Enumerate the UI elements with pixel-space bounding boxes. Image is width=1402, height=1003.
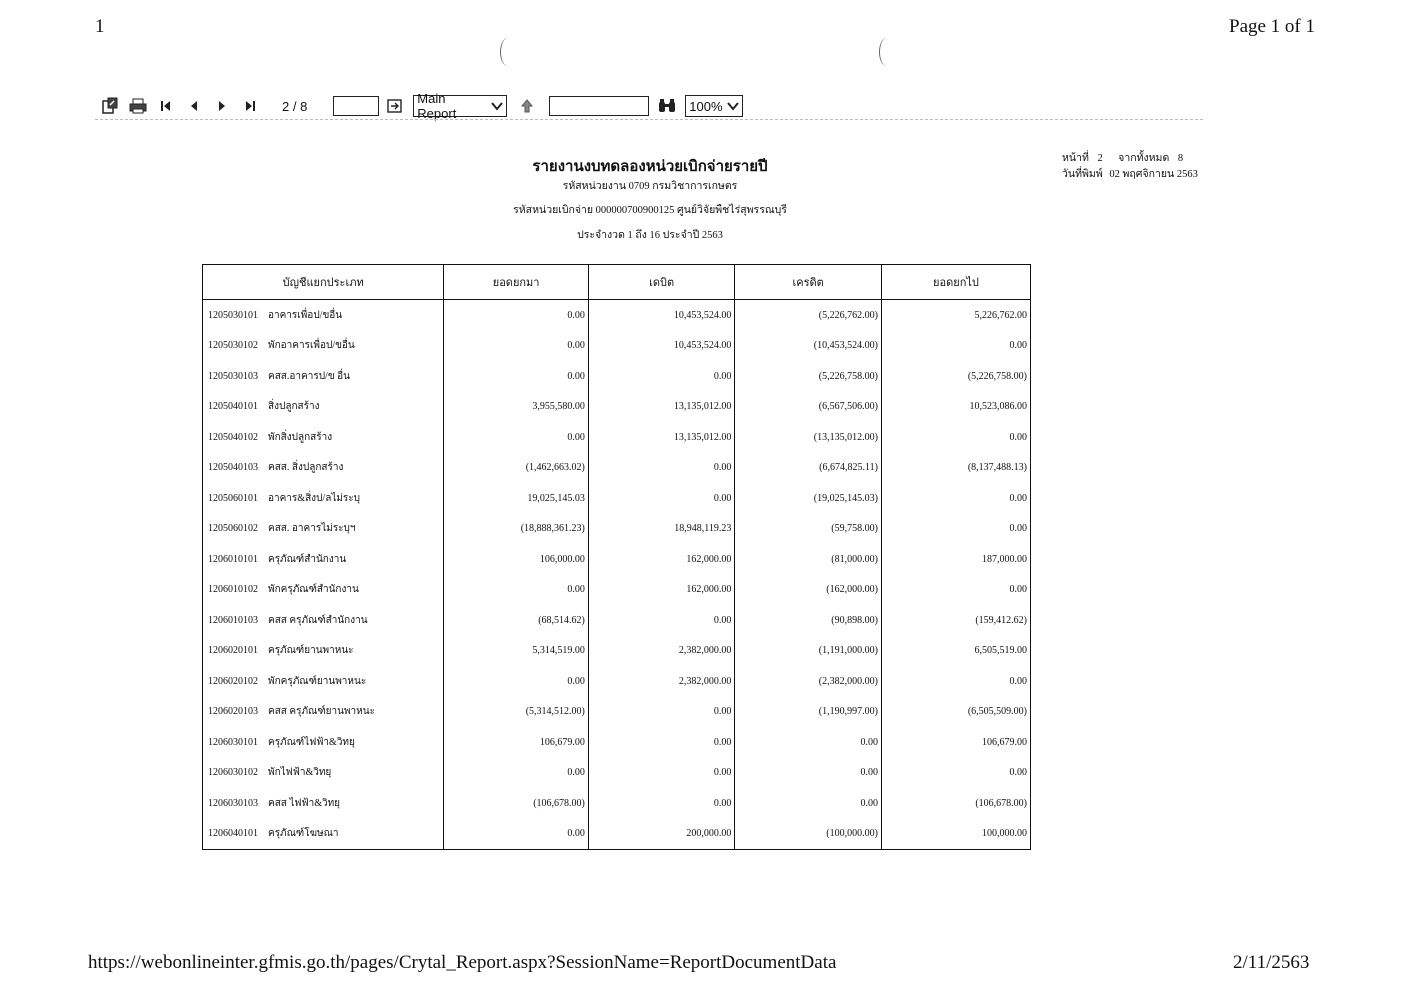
account-code: 1206020103 — [208, 706, 258, 718]
debit-cell: 18,948,119.23 — [588, 514, 735, 545]
toolbar-divider — [95, 119, 1203, 120]
account-code: 1205060101 — [208, 492, 258, 504]
column-header: ยอดยกมา — [444, 265, 589, 300]
carried-forward-cell: (6,505,509.00) — [881, 697, 1030, 728]
carried-forward-cell: 0.00 — [881, 758, 1030, 789]
report-period: ประจำงวด 1 ถึง 16 ประจำปี 2563 — [577, 230, 723, 241]
brought-forward-cell: 0.00 — [444, 331, 589, 362]
credit-cell: 0.00 — [735, 727, 882, 758]
carried-forward-cell: 106,679.00 — [881, 727, 1030, 758]
carried-forward-cell: 0.00 — [881, 666, 1030, 697]
report-title: รายงานงบทดลองหน่วยเบิกจ่ายรายปี — [532, 159, 768, 175]
print-date-label: วันที่พิมพ์ — [1062, 169, 1103, 180]
trial-balance-table — [202, 264, 1031, 850]
report-select-value: Main Report — [417, 91, 457, 121]
debit-cell: 2,382,000.00 — [588, 666, 735, 697]
account-name: สิ่งปลูกสร้าง — [268, 401, 320, 413]
account-name: ครุภัณฑ์ไฟฟ้า&วิทยุ — [268, 736, 355, 748]
account-code: 1205030102 — [208, 340, 258, 352]
page-indicator: 2 / 8 — [282, 98, 308, 114]
chevron-down-icon — [490, 99, 504, 113]
carried-forward-cell: 0.00 — [881, 483, 1030, 514]
debit-cell: 0.00 — [588, 453, 735, 484]
account-code: 1205030101 — [208, 309, 258, 321]
account-cell — [203, 331, 444, 362]
account-name: พักอาคารเพื่อป/ขอื่น — [268, 340, 355, 352]
chevron-down-icon — [727, 99, 740, 113]
table-body — [203, 300, 1030, 850]
account-cell — [203, 666, 444, 697]
debit-cell: 0.00 — [588, 758, 735, 789]
print-icon[interactable] — [128, 96, 148, 116]
account-cell — [203, 819, 444, 850]
brought-forward-cell: (106,678.00) — [444, 788, 589, 819]
binoculars-icon[interactable] — [657, 96, 677, 116]
credit-cell: (1,190,997.00) — [735, 697, 882, 728]
carried-forward-cell: (106,678.00) — [881, 788, 1030, 819]
brought-forward-cell: (68,514.62) — [444, 605, 589, 636]
debit-cell: 10,453,524.00 — [588, 300, 735, 331]
account-name: ครุภัณฑ์ยานพาหนะ — [268, 645, 354, 657]
table-row — [203, 300, 1030, 331]
footer-url: https://webonlineinter.gfmis.go.th/pages/Crytal_Report.aspx?SessionName=ReportDocumentData — [88, 952, 837, 973]
account-code: 1205060102 — [208, 523, 258, 535]
account-cell — [203, 361, 444, 392]
first-page-icon[interactable] — [156, 96, 176, 116]
debit-cell: 10,453,524.00 — [588, 331, 735, 362]
account-name: คสส ครุภัณฑ์ยานพาหนะ — [268, 706, 375, 718]
credit-cell: (59,758.00) — [735, 514, 882, 545]
goto-page-input[interactable] — [333, 96, 379, 116]
table-row — [203, 331, 1030, 362]
carried-forward-cell: 0.00 — [881, 331, 1030, 362]
credit-cell: (13,135,012.00) — [735, 422, 882, 453]
report-meta — [1062, 151, 1198, 183]
credit-cell: (19,025,145.03) — [735, 483, 882, 514]
page-value: 2 — [1097, 153, 1103, 164]
drill-up-icon[interactable] — [517, 96, 537, 116]
next-page-icon[interactable] — [212, 96, 232, 116]
disbursement-unit: รหัสหน่วยเบิกจ่าย 000000700900125 ศูนย์วิจัยพืชไร่สุพรรณบุรี — [513, 205, 787, 216]
account-name: ครุภัณฑ์สำนักงาน — [268, 553, 347, 565]
credit-cell: (6,567,506.00) — [735, 392, 882, 423]
brought-forward-cell: 3,955,580.00 — [444, 392, 589, 423]
report-toolbar — [100, 91, 743, 121]
brought-forward-cell: (5,314,512.00) — [444, 697, 589, 728]
account-name: พักสิ่งปลูกสร้าง — [268, 431, 333, 443]
account-name: คสส ไฟฟ้า&วิทยุ — [268, 797, 341, 809]
account-code: 1206020102 — [208, 675, 258, 687]
debit-cell: 200,000.00 — [588, 819, 735, 850]
carried-forward-cell: 0.00 — [881, 514, 1030, 545]
column-header: เครดิต — [735, 265, 882, 300]
page-label: หน้าที่ — [1062, 153, 1089, 164]
debit-cell: 0.00 — [588, 361, 735, 392]
account-name: อาคาร&สิ่งป/ลไม่ระบุ — [268, 492, 361, 504]
brought-forward-cell: 19,025,145.03 — [444, 483, 589, 514]
print-date-value: 02 พฤศจิกายน 2563 — [1109, 169, 1198, 180]
report-select[interactable] — [413, 91, 507, 121]
brought-forward-cell: 0.00 — [444, 819, 589, 850]
table-row — [203, 727, 1030, 758]
brought-forward-cell: 0.00 — [444, 300, 589, 331]
table-header-row — [203, 265, 1030, 300]
brought-forward-cell: 106,000.00 — [444, 544, 589, 575]
total-label: จากทั้งหมด — [1118, 153, 1170, 164]
account-cell — [203, 300, 444, 331]
debit-cell: 13,135,012.00 — [588, 422, 735, 453]
account-cell — [203, 605, 444, 636]
table-row — [203, 544, 1030, 575]
account-code: 1206030102 — [208, 767, 258, 779]
account-name: คสส ครุภัณฑ์สำนักงาน — [268, 614, 368, 626]
account-code: 1205030103 — [208, 370, 258, 382]
debit-cell: 2,382,000.00 — [588, 636, 735, 667]
table-row — [203, 514, 1030, 545]
footer-date: 2/11/2563 — [1233, 952, 1310, 973]
account-name: อาคารเพื่อป/ขอื่น — [268, 309, 343, 321]
debit-cell: 162,000.00 — [588, 544, 735, 575]
carried-forward-cell: 5,226,762.00 — [881, 300, 1030, 331]
agency-code: รหัสหน่วยงาน 0709 กรมวิชาการเกษตร — [562, 181, 738, 192]
credit-cell: 0.00 — [735, 788, 882, 819]
brought-forward-cell: (18,888,361.23) — [444, 514, 589, 545]
credit-cell: (162,000.00) — [735, 575, 882, 606]
account-name: พักไฟฟ้า&วิทยุ — [268, 767, 332, 779]
account-code: 1206030101 — [208, 736, 258, 748]
prev-page-icon[interactable] — [184, 96, 204, 116]
account-code: 1205040103 — [208, 462, 258, 474]
print-page-of: Page 1 of 1 — [1229, 16, 1316, 37]
carried-forward-cell: (5,226,758.00) — [881, 361, 1030, 392]
account-name: คสส. สิ่งปลูกสร้าง — [268, 462, 344, 474]
account-cell — [203, 727, 444, 758]
table-row — [203, 575, 1030, 606]
table-row — [203, 361, 1030, 392]
carried-forward-cell: 100,000.00 — [881, 819, 1030, 850]
table-row — [203, 483, 1030, 514]
column-header: ยอดยกไป — [881, 265, 1030, 300]
credit-cell: (100,000.00) — [735, 819, 882, 850]
account-code: 1206040101 — [208, 828, 258, 840]
account-name: พักครุภัณฑ์สำนักงาน — [268, 584, 359, 596]
table-row — [203, 758, 1030, 789]
table-row — [203, 453, 1030, 484]
account-code: 1206020101 — [208, 645, 258, 657]
goto-page-icon[interactable] — [385, 96, 405, 116]
table-row — [203, 666, 1030, 697]
credit-cell: (1,191,000.00) — [735, 636, 882, 667]
carried-forward-cell: (159,412.62) — [881, 605, 1030, 636]
credit-cell: 0.00 — [735, 758, 882, 789]
account-name: พักครุภัณฑ์ยานพาหนะ — [268, 675, 367, 687]
account-code: 1206010103 — [208, 614, 258, 626]
credit-cell: (10,453,524.00) — [735, 331, 882, 362]
carried-forward-cell: 187,000.00 — [881, 544, 1030, 575]
account-code: 1206010101 — [208, 553, 258, 565]
account-cell — [203, 453, 444, 484]
table-row — [203, 422, 1030, 453]
last-page-icon[interactable] — [240, 96, 260, 116]
credit-cell: (90,898.00) — [735, 605, 882, 636]
account-code: 1205040101 — [208, 401, 258, 413]
debit-cell: 0.00 — [588, 483, 735, 514]
total-value: 8 — [1177, 153, 1184, 164]
brought-forward-cell: 0.00 — [444, 422, 589, 453]
account-cell — [203, 575, 444, 606]
account-name: คสส.อาคารป/ข อื่น — [268, 370, 350, 382]
account-name: คสส. อาคารไม่ระบุฯ — [268, 523, 356, 535]
account-cell — [203, 392, 444, 423]
table-row — [203, 636, 1030, 667]
account-name: ครุภัณฑ์โฆษณา — [268, 828, 339, 840]
table-row — [203, 788, 1030, 819]
brought-forward-cell: (1,462,663.02) — [444, 453, 589, 484]
account-cell — [203, 697, 444, 728]
account-cell — [203, 514, 444, 545]
debit-cell: 0.00 — [588, 788, 735, 819]
print-page-number: 1 — [95, 16, 105, 37]
account-code: 1206030103 — [208, 797, 258, 809]
credit-cell: (2,382,000.00) — [735, 666, 882, 697]
account-cell — [203, 483, 444, 514]
search-input[interactable] — [549, 96, 649, 116]
debit-cell: 0.00 — [588, 727, 735, 758]
credit-cell: (6,674,825.11) — [735, 453, 882, 484]
column-header: เดบิต — [588, 265, 735, 300]
brought-forward-cell: 0.00 — [444, 361, 589, 392]
table-row — [203, 697, 1030, 728]
brought-forward-cell: 106,679.00 — [444, 727, 589, 758]
debit-cell: 162,000.00 — [588, 575, 735, 606]
brought-forward-cell: 5,314,519.00 — [444, 636, 589, 667]
account-cell — [203, 636, 444, 667]
zoom-value: 100% — [689, 98, 723, 114]
table-row — [203, 819, 1030, 850]
credit-cell: (5,226,758.00) — [735, 361, 882, 392]
debit-cell: 0.00 — [588, 697, 735, 728]
account-cell — [203, 422, 444, 453]
carried-forward-cell: 0.00 — [881, 422, 1030, 453]
account-code: 1205040102 — [208, 431, 258, 443]
zoom-select[interactable] — [685, 95, 743, 117]
export-icon[interactable] — [100, 96, 120, 116]
brought-forward-cell: 0.00 — [444, 758, 589, 789]
credit-cell: (81,000.00) — [735, 544, 882, 575]
debit-cell: 13,135,012.00 — [588, 392, 735, 423]
carried-forward-cell: 0.00 — [881, 575, 1030, 606]
debit-cell: 0.00 — [588, 605, 735, 636]
carried-forward-cell: 6,505,519.00 — [881, 636, 1030, 667]
decorative-mark — [500, 38, 515, 66]
account-code: 1206010102 — [208, 584, 258, 596]
account-cell — [203, 758, 444, 789]
account-cell — [203, 544, 444, 575]
account-cell — [203, 788, 444, 819]
brought-forward-cell: 0.00 — [444, 666, 589, 697]
carried-forward-cell: (8,137,488.13) — [881, 453, 1030, 484]
credit-cell: (5,226,762.00) — [735, 300, 882, 331]
brought-forward-cell: 0.00 — [444, 575, 589, 606]
column-header: บัญชีแยกประเภท — [203, 265, 444, 300]
carried-forward-cell: 10,523,086.00 — [881, 392, 1030, 423]
table-row — [203, 605, 1030, 636]
decorative-mark — [879, 38, 894, 66]
table-row — [203, 392, 1030, 423]
